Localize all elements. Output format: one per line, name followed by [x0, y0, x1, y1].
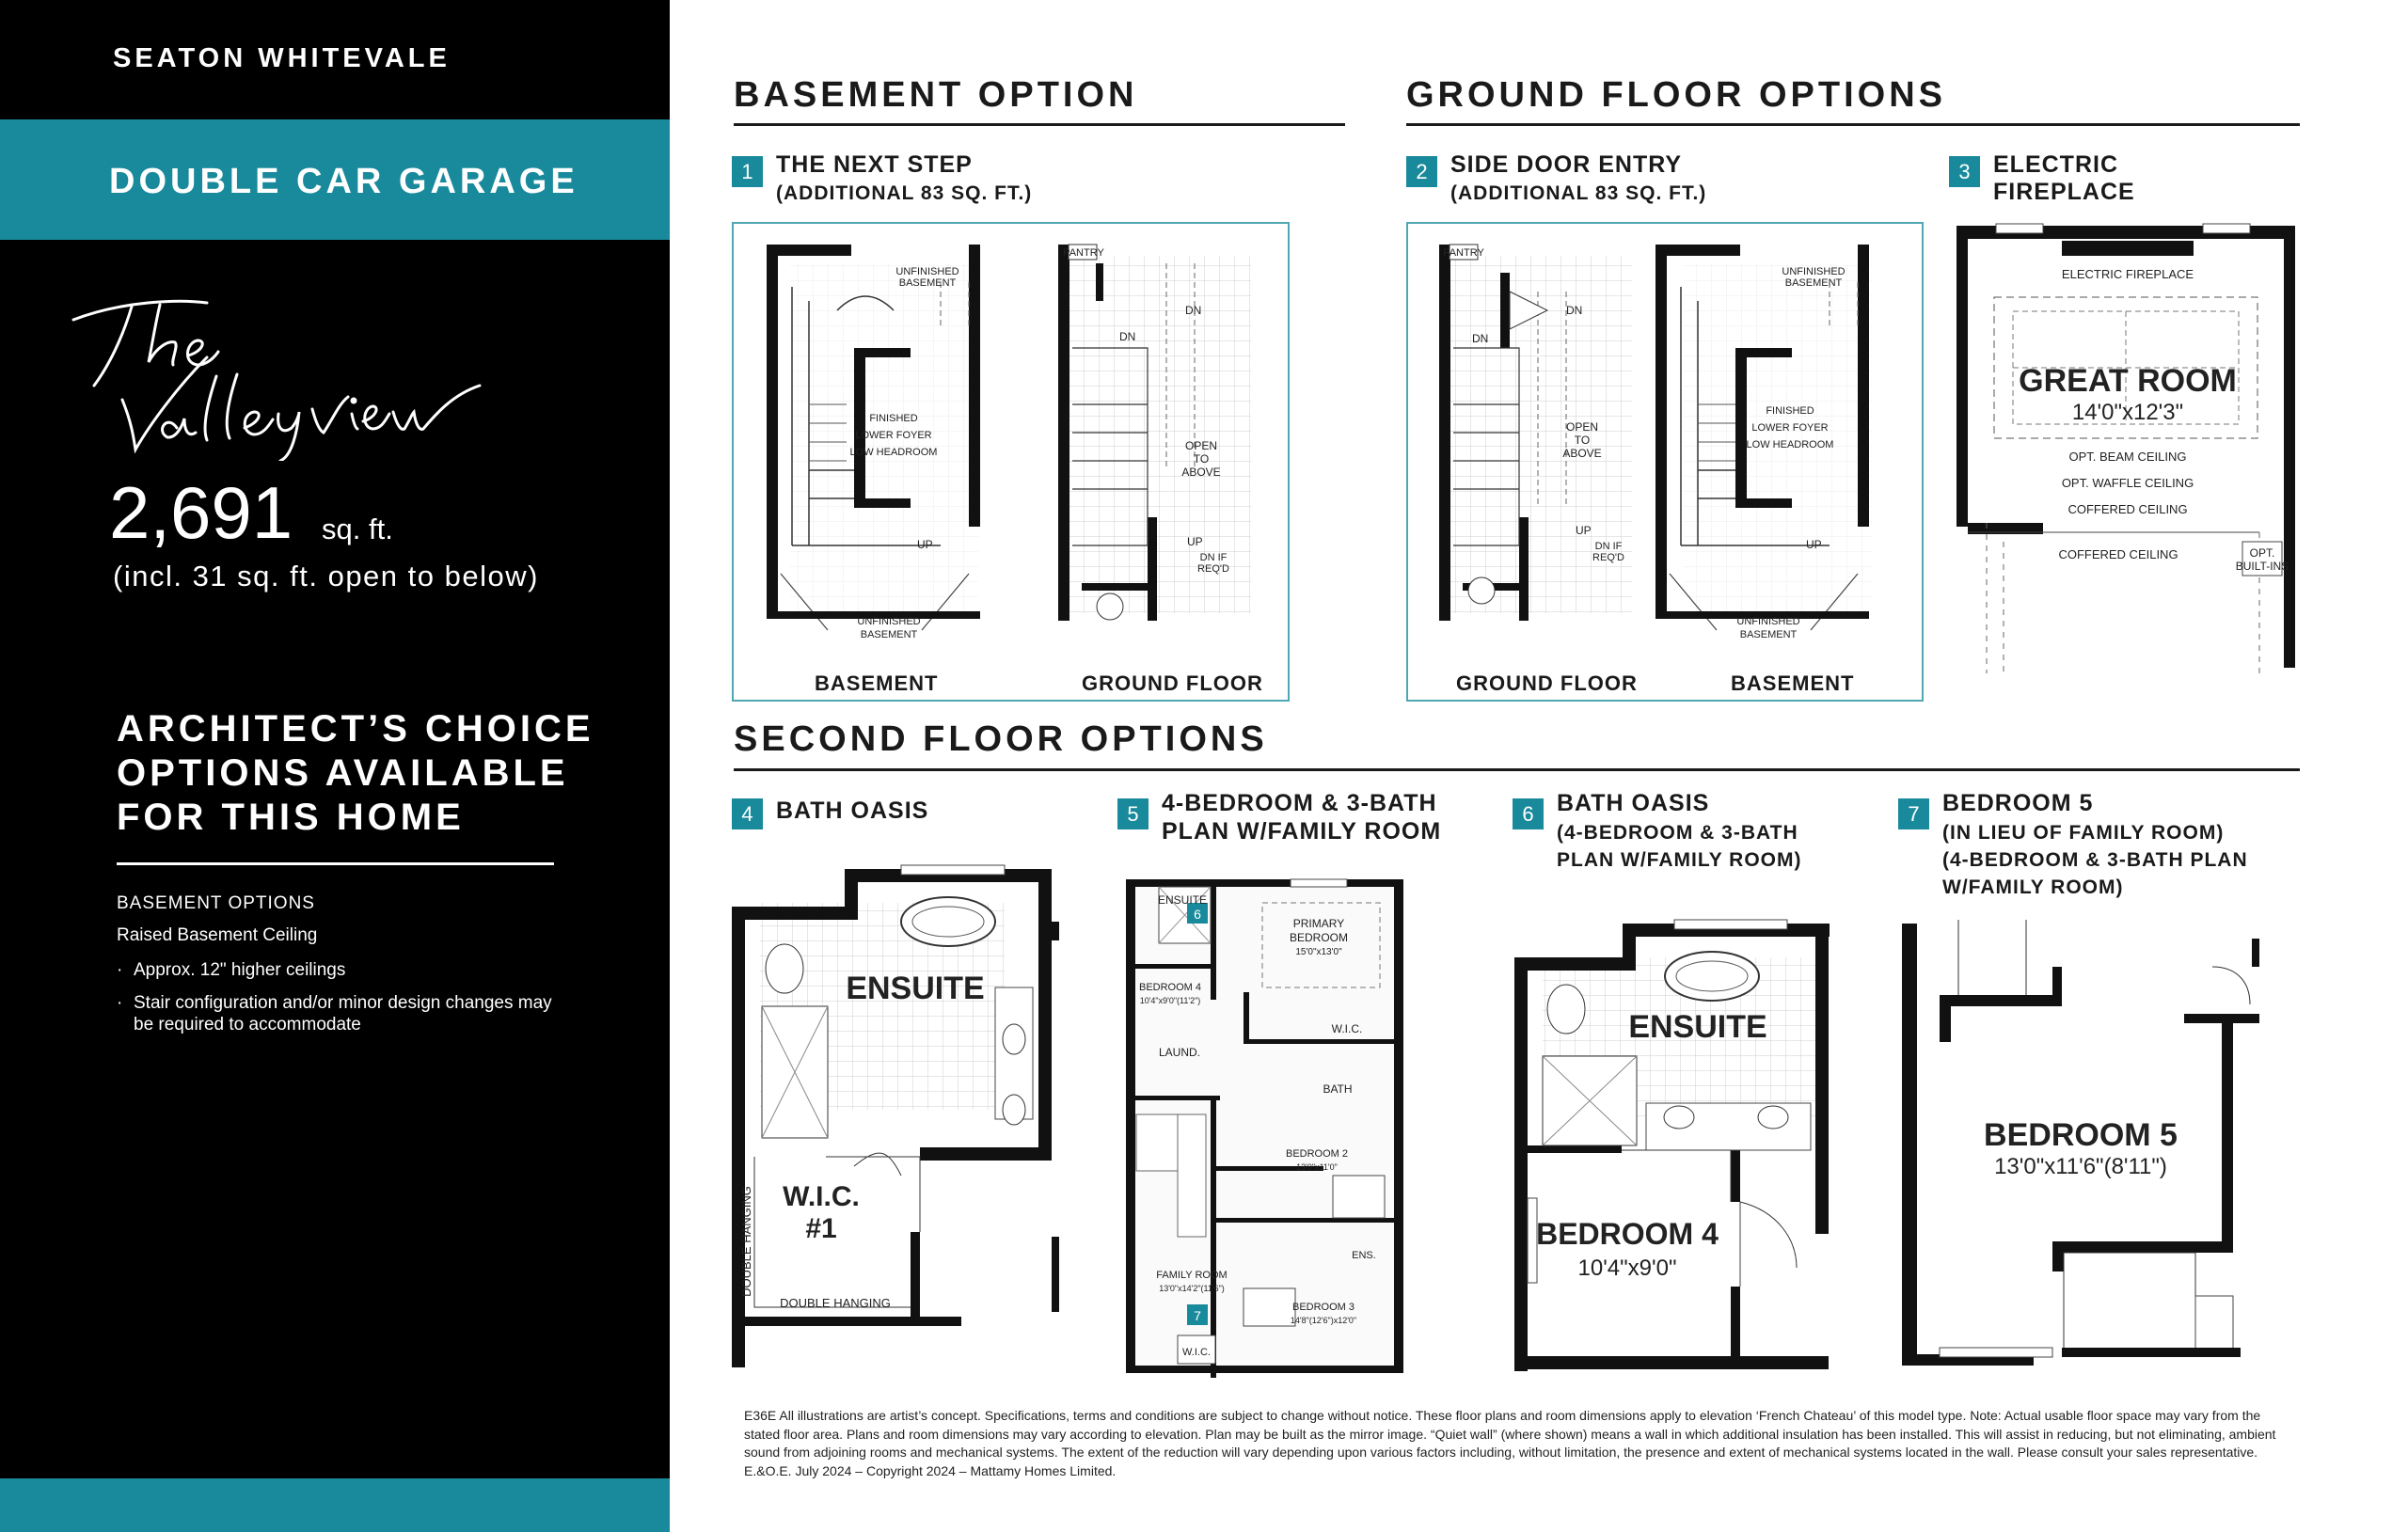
architects-choice-heading: ARCHITECT’S CHOICE OPTIONS AVAILABLE FOR THIS HOME — [117, 708, 594, 838]
plan-label: ELECTRIC FIREPLACE — [2061, 267, 2194, 281]
square-footage-note: (incl. 31 sq. ft. open to below) — [113, 560, 539, 592]
plan-label: 10'4"x9'0"(11'2") — [1139, 996, 1201, 1005]
plan-label: LOWER FOYER — [855, 430, 932, 441]
option-3-floor-plan — [1949, 222, 2306, 673]
plan-label: COFFERED CEILING — [2067, 502, 2188, 516]
plan-label: DN — [1119, 330, 1136, 343]
community-name: SEATON WHITEVALE — [113, 43, 451, 73]
plan-label: DN IF — [1594, 541, 1623, 552]
plan-label: DOUBLE HANGING — [739, 1186, 753, 1297]
plan-room-name: #1 — [805, 1213, 837, 1244]
bullet-item: · Approx. 12" higher ceilings — [117, 960, 346, 980]
section-rule — [734, 768, 2300, 771]
plan-label: UNFINISHED — [895, 266, 959, 277]
option-subtitle: (ADDITIONAL 83 SQ. FT.) — [776, 182, 1033, 204]
plan-room-name: BEDROOM 5 — [1984, 1117, 2178, 1153]
option-title: BEDROOM 5 — [1942, 790, 2094, 816]
plan-label: BASEMENT — [1739, 629, 1798, 640]
plan-label: PANTRY — [1443, 247, 1484, 259]
option-badge-3: 3 — [1949, 156, 1980, 187]
plan-label: DOUBLE HANGING — [780, 1296, 891, 1310]
plan-label: UP — [1187, 535, 1203, 548]
plan-label: BEDROOM 2 — [1285, 1148, 1349, 1160]
plan-label: OPT. — [2249, 546, 2275, 560]
option-title: SIDE DOOR ENTRY — [1450, 151, 1683, 178]
plan-caption: GROUND FLOOR — [1082, 671, 1263, 695]
plan-label: TO — [1193, 452, 1210, 466]
plan-room-dimension: 14'0"x12'3" — [2071, 400, 2184, 425]
section-rule — [1406, 123, 2300, 126]
plan-label: PANTRY — [1063, 247, 1104, 259]
plan-label: BEDROOM — [1289, 931, 1349, 944]
plan-label: ABOVE — [1562, 447, 1602, 460]
option-subtitle-line2: (4-BEDROOM & 3-BATH PLAN — [1942, 849, 2248, 871]
plan-label: OPEN — [1184, 439, 1218, 452]
plan-label: DN — [1185, 304, 1202, 317]
plan-caption: GROUND FLOOR — [1456, 671, 1638, 695]
plan-caption: BASEMENT — [815, 671, 939, 695]
option-subtitle: (ADDITIONAL 83 SQ. FT.) — [1450, 182, 1707, 204]
plan-label: FAMILY ROOM — [1156, 1270, 1228, 1281]
plan-room-name: ENSUITE — [1628, 1009, 1767, 1045]
plan-label: BASEMENT — [860, 629, 918, 640]
plan-label: UNFINISHED — [857, 616, 921, 627]
plan-label: FINISHED — [869, 413, 918, 424]
plan-label: COFFERED CEILING — [2058, 547, 2178, 561]
plan-label: REQ'D — [1592, 552, 1624, 563]
second-floor-options-heading: SECOND FLOOR OPTIONS — [734, 719, 1268, 759]
plan-label: TO — [1574, 434, 1591, 447]
option-subtitle-line3: W/FAMILY ROOM) — [1942, 877, 2124, 898]
plan-label: FINISHED — [1766, 405, 1814, 417]
plan-label: UP — [1806, 538, 1822, 551]
option-title: 4-BEDROOM & 3-BATH — [1162, 790, 1437, 816]
plan-label: UP — [1576, 524, 1592, 537]
option-subtitle: (4-BEDROOM & 3-BATH — [1557, 822, 1798, 844]
plan-label: BATH — [1323, 1082, 1353, 1096]
plan-label: BEDROOM 4 — [1138, 982, 1202, 993]
option-7-floor-plan — [1902, 920, 2259, 1371]
basement-option-heading: BASEMENT OPTION — [734, 75, 1138, 115]
option-title-line2: PLAN W/FAMILY ROOM — [1162, 818, 1442, 845]
plan-label: REQ'D — [1197, 563, 1229, 575]
basement-options-heading: BASEMENT OPTIONS — [117, 893, 315, 913]
plan-room-name: GREAT ROOM — [2019, 363, 2237, 399]
plan-label: ENSUITE — [1157, 893, 1208, 907]
plan-label: LOW HEADROOM — [849, 447, 938, 458]
option-badge-5: 5 — [1117, 798, 1149, 829]
plan-label: 14'8"(12'6")x12'0" — [1290, 1316, 1357, 1325]
option-badge-7: 7 — [1898, 798, 1929, 829]
plan-label: 15'0"x13'0" — [1295, 947, 1342, 957]
option-title: ELECTRIC — [1993, 151, 2118, 178]
legal-disclaimer: E36E All illustrations are artist’s concept. Specifications, terms and conditions are subject to change without notice. These floor plans and room dimensions apply to elevation ‘French Chateau’ of this model type. Note: Actual usable floor space may vary from the stated floor area. Plans and room dimensions may vary according to elevation. Plan may be built as the mirror image. “Quiet wall” (where shown) means a wall in which additional insulation has been installed. This will assist in reducing, but not eliminating, ambient sound from adjoining rooms and mechanical systems. The extent of the reduction will vary depending upon various factors including, without limitation, the presence and extent of mechanical systems located in the wall. Please consult your sales representative. E.&O.E. July 2024 – Copyright 2024 – Mattamy Homes Limited. — [744, 1408, 2276, 1478]
plan-label: LOW HEADROOM — [1746, 439, 1834, 450]
plan-badge: 7 — [1194, 1308, 1201, 1323]
plan-label: DN IF — [1199, 552, 1228, 563]
plan-label: W.I.C. — [1182, 1347, 1211, 1358]
option-6-floor-plan — [1514, 920, 1853, 1371]
plan-label: UNFINISHED — [1736, 616, 1800, 627]
plan-label: 13'0"x11'0" — [1296, 1162, 1338, 1172]
model-name-script-logo — [66, 273, 517, 461]
plan-label: BEDROOM 3 — [1291, 1302, 1355, 1313]
bullet-dot: · — [117, 960, 123, 980]
plan-label: W.I.C. — [1331, 1022, 1363, 1035]
option-2-floor-plan — [1425, 235, 1914, 658]
section-rule — [734, 123, 1345, 126]
plan-room-name: BEDROOM 4 — [1536, 1217, 1719, 1251]
option-subtitle: (IN LIEU OF FAMILY ROOM) — [1942, 822, 2225, 844]
plan-label: OPT. BEAM CEILING — [2068, 450, 2187, 464]
bullet-item: · Stair configuration and/or minor design changes may be required to accommodate — [117, 993, 552, 1034]
plan-label: PRIMARY — [1292, 917, 1345, 930]
plan-label: LAUND. — [1158, 1046, 1201, 1059]
option-badge-4: 4 — [732, 798, 763, 829]
plan-room-name: W.I.C. — [783, 1181, 860, 1212]
plan-label: LOWER FOYER — [1751, 422, 1829, 434]
option-badge-6: 6 — [1513, 798, 1544, 829]
plan-label: BASEMENT — [1784, 277, 1843, 289]
bottom-band — [0, 1478, 670, 1532]
ground-floor-options-heading: GROUND FLOOR OPTIONS — [1406, 75, 1946, 115]
option-title: THE NEXT STEP — [776, 151, 973, 178]
option-subtitle-line2: PLAN W/FAMILY ROOM) — [1557, 849, 1802, 871]
garage-type: DOUBLE CAR GARAGE — [109, 162, 578, 201]
option-5-floor-plan — [1121, 870, 1413, 1373]
plan-label: DN — [1472, 332, 1489, 345]
plan-label: BUILT-INS — [2235, 560, 2289, 573]
option-title-line2: FIREPLACE — [1993, 179, 2135, 205]
plan-room-name: ENSUITE — [846, 971, 985, 1006]
option-title: BATH OASIS — [1557, 790, 1710, 816]
plan-label: DN — [1566, 304, 1583, 317]
plan-room-dimension: 10'4"x9'0" — [1577, 1256, 1677, 1281]
plan-room-dimension: 13'0"x11'6"(8'11") — [1994, 1154, 2167, 1179]
plan-badge: 6 — [1194, 907, 1201, 922]
option-4-floor-plan — [732, 865, 1089, 1326]
plan-label: ABOVE — [1181, 466, 1221, 479]
plan-label: UNFINISHED — [1782, 266, 1846, 277]
sidebar — [0, 0, 670, 1532]
divider — [117, 862, 554, 865]
raised-basement-ceiling-label: Raised Basement Ceiling — [117, 925, 318, 945]
plan-label: 13'0"x14'2"(11'6") — [1159, 1284, 1225, 1293]
bullet-dot: · — [117, 993, 123, 1013]
option-title: BATH OASIS — [776, 798, 929, 824]
option-badge-2: 2 — [1406, 156, 1437, 187]
plan-label: OPT. WAFFLE CEILING — [2061, 476, 2194, 490]
option-1-floor-plan — [752, 235, 1279, 658]
square-footage: 2,691 — [109, 471, 293, 554]
plan-label: UP — [917, 538, 933, 551]
plan-label: BASEMENT — [898, 277, 957, 289]
square-footage-unit: sq. ft. — [322, 513, 393, 545]
plan-caption: BASEMENT — [1731, 671, 1855, 695]
option-badge-1: 1 — [732, 156, 763, 187]
plan-label: OPEN — [1565, 420, 1599, 434]
plan-label: ENS. — [1352, 1250, 1376, 1261]
